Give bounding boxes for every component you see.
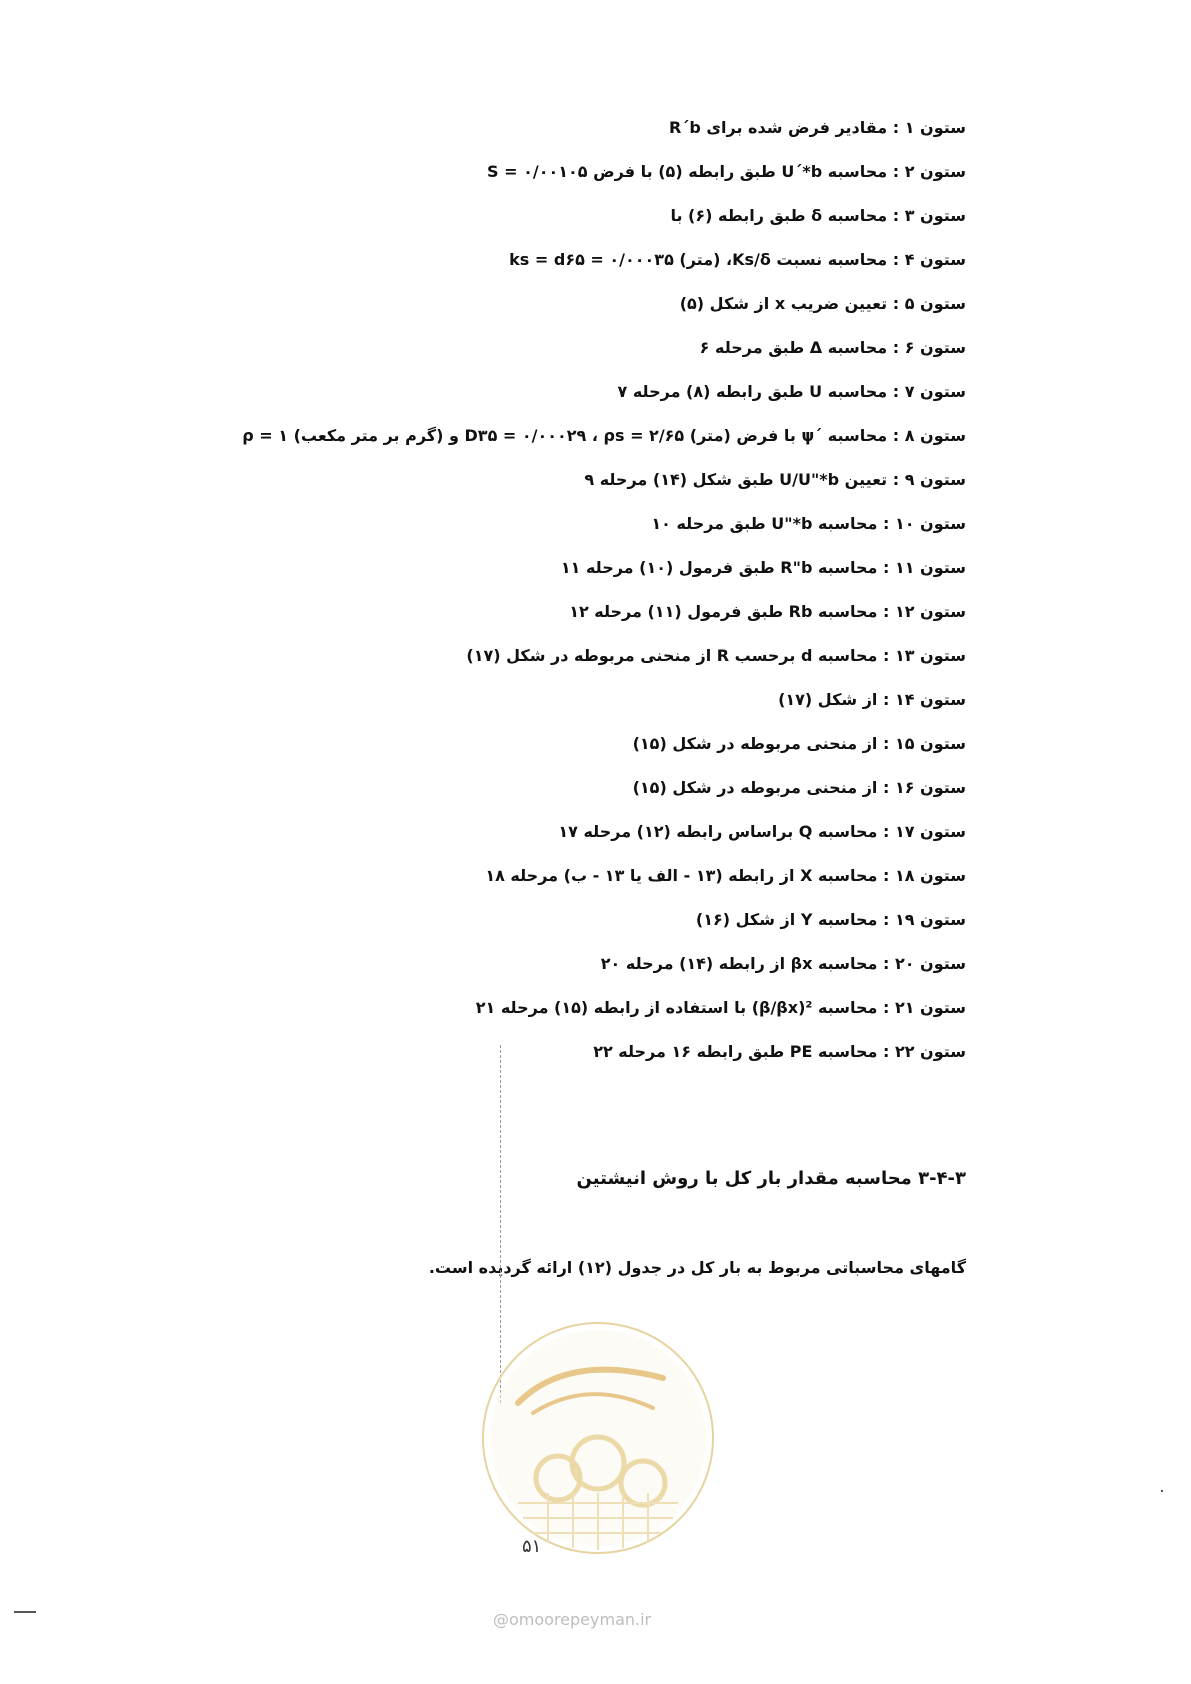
- list-item: ستون ۱۷ : محاسبه Q براساس رابطه (۱۲) مرحله ۱۷: [558, 822, 966, 841]
- list-item: ستون ۱۶ : از منحنی مربوطه در شکل (۱۵): [632, 778, 966, 797]
- list-item: ستون ۱۵ : از منحنی مربوطه در شکل (۱۵): [632, 734, 966, 753]
- list-item: ستون ۹ : تعیین U/U"*b طبق شکل (۱۴) مرحله ۹: [584, 470, 966, 489]
- list-item: ستون ۱۴ : از شکل (۱۷): [778, 690, 966, 709]
- list-item: ستون ۴ : محاسبه نسبت Ks/δ، (متر) ks = d۶۵ = ۰/۰۰۰۳۵: [509, 250, 966, 269]
- list-item: ستون ۱۳ : محاسبه d برحسب R از منحنی مربوطه در شکل (۱۷): [466, 646, 966, 665]
- list-item: ستون ۱۹ : محاسبه Y از شکل (۱۶): [695, 910, 966, 929]
- list-item: ستون ۲۲ : محاسبه PE طبق رابطه ۱۶ مرحله ۲۲: [593, 1042, 966, 1061]
- list-item: ستون ۶ : محاسبه Δ طبق مرحله ۶: [699, 338, 966, 357]
- list-item: ستون ۱۲ : محاسبه Rb طبق فرمول (۱۱) مرحله ۱۲: [569, 602, 966, 621]
- margin-dot: [1161, 1490, 1163, 1492]
- list-item: ستون ۲۰ : محاسبه βx از رابطه (۱۴) مرحله ۲۰: [600, 954, 966, 973]
- margin-mark: [14, 1611, 36, 1613]
- source-watermark-text: @omoorepeyman.ir: [493, 1610, 652, 1629]
- list-item: ستون ۲۱ : محاسبه ²(β/βx) با استفاده از رابطه (۱۵) مرحله ۲۱: [475, 998, 966, 1017]
- list-item: ستون ۸ : محاسبه ´ψ با فرض (متر) D۳۵ = ۰/۰۰۰۲۹ ، ρs = ۲/۶۵ و (گرم بر متر مکعب) ρ = ۱: [242, 426, 966, 445]
- list-item: ستون ۳ : محاسبه δ طبق رابطه (۶) با: [670, 206, 966, 225]
- list-item: ستون ۷ : محاسبه U طبق رابطه (۸) مرحله ۷: [617, 382, 966, 401]
- watermark-seal-icon: [478, 1318, 718, 1558]
- list-item: ستون ۱۰ : محاسبه U"*b طبق مرحله ۱۰: [651, 514, 966, 533]
- list-item: ستون ۵ : تعیین ضریب x از شکل (۵): [679, 294, 966, 313]
- watermark-logo: [478, 1318, 718, 1562]
- list-item: ستون ۲ : محاسبه U´*b طبق رابطه (۵) با فرض S = ۰/۰۰۱۰۵: [487, 162, 966, 181]
- body-paragraph: گامهای محاسباتی مربوط به بار کل در جدول (۱۲) ارائه گردیده است.: [428, 1258, 966, 1277]
- list-item: ستون ۱ : مقادیر فرض شده برای R´b: [669, 118, 966, 137]
- list-item: ستون ۱۱ : محاسبه R"b طبق فرمول (۱۰) مرحله ۱۱: [560, 558, 966, 577]
- page-number: ۵۱: [522, 1536, 542, 1557]
- list-item: ستون ۱۸ : محاسبه X از رابطه (۱۳ - الف یا ۱۳ - ب) مرحله ۱۸: [485, 866, 966, 885]
- section-heading: ۳-۴-۳ محاسبه مقدار بار کل با روش انیشتین: [576, 1168, 966, 1189]
